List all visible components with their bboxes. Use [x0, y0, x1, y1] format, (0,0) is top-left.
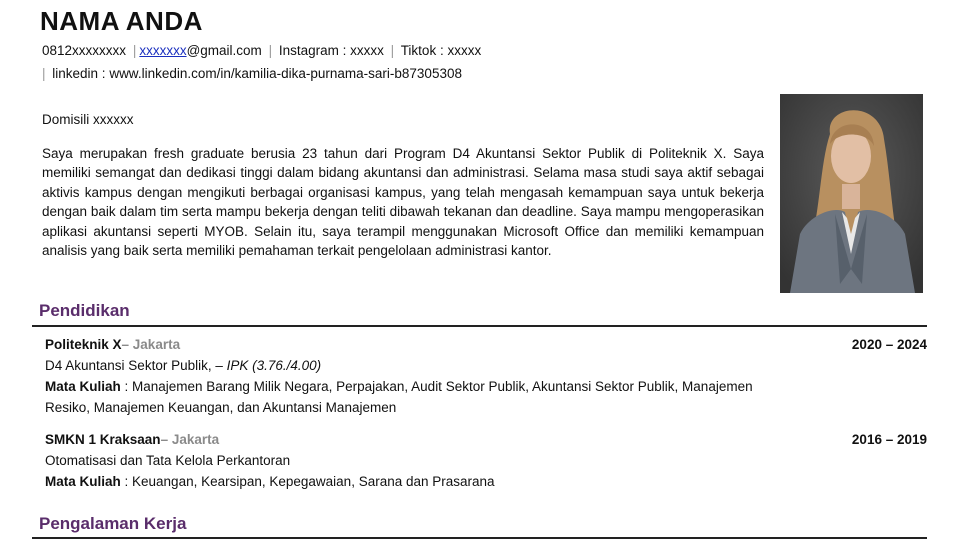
courses-list: : Keuangan, Kearsipan, Kepegawaian, Sarana dan Prasarana	[120, 474, 495, 489]
tiktok-handle: Tiktok : xxxxx	[400, 43, 482, 58]
section-divider	[32, 537, 927, 539]
education-program	[45, 358, 321, 373]
phone-number: 0812xxxxxxxx	[42, 43, 127, 58]
school-name: Politeknik X	[45, 337, 122, 352]
program-name: D4 Akuntansi Sektor Publik, –	[45, 358, 223, 373]
domicile: Domisili xxxxxx	[42, 112, 134, 127]
courses-label: Mata Kuliah	[45, 474, 121, 489]
section-title-education: Pendidikan	[39, 301, 130, 320]
cv-name: NAMA ANDA	[40, 6, 203, 36]
email-link[interactable]: xxxxxxx	[139, 43, 187, 58]
linkedin-url[interactable]: linkedin : www.linkedin.com/in/kamilia-dika-purnama-sari-b87305308	[52, 66, 462, 81]
education-years: 2016 – 2019	[851, 432, 927, 447]
separator: |	[390, 43, 395, 58]
instagram-handle: Instagram : xxxxx	[278, 43, 384, 58]
education-courses	[45, 474, 495, 489]
portrait-illustration	[780, 94, 923, 293]
education-courses	[45, 379, 753, 394]
education-entry-header	[45, 432, 219, 447]
school-name: SMKN 1 Kraksaan	[45, 432, 161, 447]
school-city: – Jakarta	[121, 337, 181, 352]
separator: |	[268, 43, 273, 58]
separator: |	[132, 43, 137, 58]
contact-line-1	[42, 43, 481, 58]
separator: |	[42, 66, 46, 81]
email-domain: @gmail.com	[186, 43, 262, 58]
section-title-experience: Pengalaman Kerja	[39, 514, 187, 533]
profile-summary: Saya merupakan fresh graduate berusia 23 tahun dari Program D4 Akuntansi Sektor Publik di Politeknik X. Saya memiliki semangat dan dedikasi tinggi dalam bidang akuntansi dan administrasi. Selama masa studi saya aktif sebagai aktivis kampus dengan mengikuti berbagai organisasi kampus, yang telah mengasah kemampuan saya untuk bekerja dengan baik dalam tim serta mampu bekerja dengan teliti dibawah tekanan dan deadline. Saya mampu mengoperasikan aplikasi akuntansi seperti MYOB. Selain itu, saya terampil menggunakan Microsoft Office dan memiliki kemampuan analisis yang baik serta memiliki pemahaman terkait pengelolaan administrasi kantor.	[42, 146, 764, 259]
profile-photo	[780, 94, 923, 293]
section-divider	[32, 325, 927, 327]
education-years: 2020 – 2024	[851, 337, 927, 352]
ipk-score: IPK (3.76./4.00)	[222, 358, 322, 373]
education-program: Otomatisasi dan Tata Kelola Perkantoran	[45, 453, 291, 468]
education-courses-continued: Resiko, Manajemen Keuangan, dan Akuntansi Manajemen	[45, 400, 397, 415]
contact-line-2	[42, 66, 462, 81]
courses-label: Mata Kuliah	[45, 379, 121, 394]
courses-list: : Manajemen Barang Milik Negara, Perpajakan, Audit Sektor Publik, Akuntansi Sektor Publik, Manajemen	[120, 379, 753, 394]
education-entry-header	[45, 337, 180, 352]
school-city: – Jakarta	[160, 432, 220, 447]
